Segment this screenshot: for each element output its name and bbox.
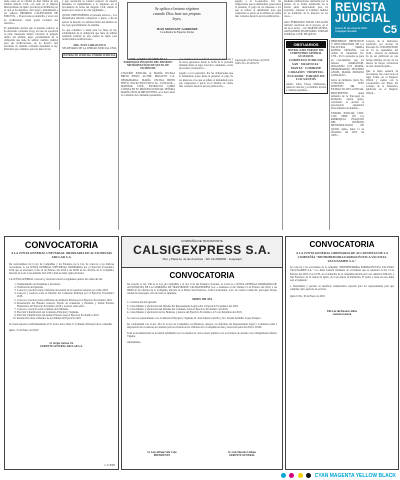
col5-paragraph-1: mediante publicaciones realizadas por la prensa, en la forma establecida en la norma antes mencionada para tal propósito, reiterase al Cadillero Judicial en su domicilio de la mayoría de los casos... (284, 0, 328, 19)
agenda-item: 7. Conocer y resolver sobre el destino de Utilidades. (17, 308, 114, 311)
signatory-name: Sr. Sergio Garzon Ch. (49, 342, 74, 346)
signatory-role: Gerente General (332, 313, 352, 317)
col2-sign: ABG. JUAN CARLOS PICO (73, 44, 106, 48)
calsigexpress-top: COMPAÑÍA DE TRANSPORTE (181, 239, 223, 243)
divider (59, 2, 60, 230)
col2-paragraph-3: Lo que comunico a usted para los fines de ley, advirtiéndole de la obligación que tiene de señalar domicilio judicial en esta ciudad de Quito para recibir futuras notificaciones. (62, 28, 117, 42)
convocatoria-vacunamed (285, 236, 399, 470)
calsigexpress-special: Se convoca expresamente a los Comisarios Principal y Suplente Sr. Juan Tupiza Carballo y Sra. Noemi Jaramillo Lopez Tinajero. (127, 316, 262, 320)
col2-paragraph-2: QUITO, PREVINIENDO el presente extracto... Los demandados deberán comparecer a juicio, a fin de ejercer su derecho a la defensa dentro del término de ley, bajo apercibimiento de rebeldía. (62, 14, 117, 27)
convocatoria-date: Quito, 31 de Enero del 2019 (9, 329, 39, 333)
cmyk-label: CYAN MAGENTA YELLOW BLACK (314, 473, 396, 479)
calsigexpress-item: 3. Conocimiento y aprobación del Informe del Comisario sobre el Ejercicio Económico del 2018. (127, 307, 229, 311)
col6-paragraph-2: Juicio de Ordinario, juicio No. 17230-2018, JUEZ PONENTE: DR. ... EXTRACTO: DE LA INICIAL PROCEDENTE, quien demanda de la Parroquia de Pichincha, cantón Quito, solicitando se declare la prescripción adquisitiva extraordinaria de dominio... (331, 79, 364, 110)
obituary-box (284, 39, 328, 94)
calsigexpress-brand: CALSIGEXPRESS S.A. (133, 243, 271, 257)
cyan-dot-icon (281, 473, 286, 478)
col1-paragraph-2: El demandado declara que el presente extracto se ha efectuado conforme la ley, en caso de oposición la parte interesada deberá concurrir al juzgado dentro del término legal, previniéndole de la obligación que tiene de señalar casillero judicial para sus notificaciones, de no hacerlo será declarado en rebeldía conforme determina la ley. Particular que comunico para los fines de ley. (4, 26, 58, 52)
signatory-role: GERENTE GENERAL (228, 453, 256, 457)
calsigexpress-item: 1. Constatación del Quórum. (127, 301, 157, 305)
col4-paragraph-2: pagado a la Cooperativa. Por las obligaciones que el demandado posee hasta la presente, el pago de los intereses a los que se refiere el demandado para que comparezca a juicio en el término de veinte días contados desde la tercera publicación... (179, 72, 233, 88)
signatory-name: Sr. Luis Marcelo Callejas (228, 450, 256, 454)
divider (282, 2, 283, 230)
column-5 (284, 0, 328, 232)
convocatoria-title: CONVOCATORIA (24, 240, 99, 250)
calsigexpress-body: De acuerdo al Art. 236 de la Ley de Compañías y el Art. 9 de sus Estatutos Sociales, se Convoca a JUNTA GENERAL ORDINARIA DE ACCIONISTAS DE LA COMPAÑÍA DE TRANSPORTE CALSIGEXPRESS S.A. a realizarse el día Viernes 15 de Febrero del 2019, a las 09h00 en las oficinas de la Compañía, ubicada en el Barrio San Francisco, Calle Licenciatura, Lote 14, Centro Comercial, parroquia Tarqui, ciudad de Guayaquil, a fin de tratar el siguiente: (127, 283, 277, 296)
calsigexpress-note: De conformidad con el Art. 242 de la Ley de Compañías, los Balances, Anexos, los Informes del Representante Legal y Comisario están a disposición de los señores Accionistas para su revisión en las Oficinas de la Compañía en días y horas laborales del 2019 a 11h00. (127, 322, 277, 330)
calsigexpress-attn: Atentamente, (127, 341, 141, 345)
agenda-item: 9. Elección y Ratificación del Auditor Externo para el Ejercicio Económico 2019. (17, 314, 114, 317)
col4-continuation: pagado a la Cooperativa. Por las obligaciones que el demandado posee hasta la presente, el pago de los intereses a los que se refiere el demandado para que comparezca a juicio en el término de veinte días contados desde la tercera publicación... (235, 0, 281, 19)
signatory-role: GERENTE GENERAL ARCLAD S.A. (40, 345, 83, 349)
agenda-item: 6. Presentación del Balance General, Estado de Ganancias y Pérdidas y demás Estados Financieros del Ejercicio Económico 2018 y resolver sobre ellos. (17, 302, 114, 308)
col5-paragraph-2: señor FERNANDO DAVID VILLALÓN ALDAZ, declarado en el proceso, en el día de la fecha ... Dr. MARTÍN NÚÑEZ, ALEXANDER SECRETARIO, UNIDAD JUDICIAL CIVIL DE QUITO. (284, 20, 328, 36)
vacunamed-item: 1. Determinar y aprobar su beneficio remunerativo especial para los representantes para que cumplan cierto periodo de servicio. (290, 284, 394, 291)
civil-heading: CIVIL COSEP CON SEDE EN LA PARROQUIA IÑAQUITO DEL DISTRITO METROPOLITANO DE QUITO, DE PICHINCHA (123, 58, 173, 71)
column-3 (121, 0, 233, 232)
agenda-item: 2. Verificación del Quórum. (17, 286, 114, 289)
quote-line-1: Se aplica el mismo régimen (154, 6, 200, 11)
convocatoria-body: De conformidad con la ley de Compañías y los Estatutos de la Cía. Se convoca a los Señores Accionistas, A LA JUNTA GENERAL UNIVERSAL ORDINARIA por el Ejercicio Económico 2018 que se efectuará el día 14 de Febrero del 2019 a las 09:00 en las oficinas de la Compañía, ubicada en la Av. José Andrade Oe1-258 y Juan de Selis, Quito-Ecuador. (9, 262, 114, 275)
col4-date: Guayaquil, 23 de Enero del 2019 (235, 58, 270, 62)
agenda-item: 4. Conocer y resolver sobre el Informe del Comisario Principal por el Ejercicio Económico 2018. (17, 292, 114, 298)
divider (329, 40, 330, 230)
column-4 (235, 0, 281, 232)
yellow-dot-icon (298, 473, 303, 478)
vacunamed-date: Quito D.M., 30 de Enero de 2019 (290, 295, 325, 299)
masthead (331, 0, 400, 38)
convocatoria-closing: Se citará especial e individualmente al Sr. Luis Carlos Velez S. Comisario Principal de la compañía. (9, 323, 113, 327)
civil-body: CITACIÓN JUDICIAL A: MARÍA CECILIA BRITO PINTO. ACTOR: PROAUTO C.A. DEMANDADA: MARÍA CECILIA BRITO PINTO. JUICIO EJECUTIVO No. 17230-2018-... MATERIA: CIVIL. EXTRACTO: COMO CONSTA EN EL PROCESO JUDICIAL SEÑORA MARÍA CECILIA BRITO PINTO, se le hace saber el contenido de la demanda presentada... (121, 72, 175, 98)
calsigexpress-banner (122, 237, 282, 268)
agenda-item: 1. Nombramiento de Presidente y Secretario. (17, 283, 114, 286)
col6-paragraph-1: HEREDEROS PRESUNTOS Y DESCONOCIDOS DE LA FALLECIDA MARÍA RUFINA MOYANO, con cédula de ciudadanía No. 1700... Por la presente se pone en conocimiento que los señores MARIANGEL ISAGANDO LUZ MARÍA, DEMANDADOS: SEGUNDO ANGEL MARÍA MOYANO GONZÁLEZ... (331, 40, 364, 78)
vacunamed-conv-title: CONVOCATORIA (309, 240, 375, 249)
signatory-name: Sr. Luis Alfredo Vela Cobo (147, 450, 177, 454)
column-1 (4, 0, 58, 232)
black-dot-icon (306, 473, 311, 478)
col1-paragraph-1: sente causa en su calidad de Juez Titular de esta Unidad Judicial Civil; con sede en el Distrito Metropolitano de Quito, provincia de Pichincha por el cual se ha dispuesto citar legal y debidamente a los señores PRIMERO CALIFICADOR DE EDICTOS, ... Proporcione su domicilio y en el acto de notificación; usted podrá reclamar sus derechos... (4, 0, 58, 25)
quote-role: Coordinador de Espacios Verdes (160, 31, 194, 34)
calsigexpress-order: ORDEN DEL DÍA (191, 298, 213, 302)
signatory-role: PRESIDENTE (153, 453, 171, 457)
agenda-list (9, 283, 114, 320)
masthead-info: Jueves 31 de enero de 2019 · Guayaquil, Ecuador (335, 27, 369, 33)
col2-sign-role: SECRETARIO DE LA UNIDAD JUDICIAL CIVIL (62, 47, 117, 51)
page-number: C5 (382, 24, 397, 36)
masthead-title-line2: JUDICIAL (335, 13, 391, 25)
obituary-heading: OBITUARIOS (286, 41, 326, 48)
obituary-body: COMPLEJO JUDICIAL SAN · URGENCIA · MANTA · COMBATE CORAZÓN · HOSPITAL ECUADOR · PARQUE DE LOS SANTOS (287, 58, 325, 82)
col7-paragraph-2: Que la Junta General de Accionistas fue convocada en legal forma, en el Registro Oficial y cuenta con la concurrencia del Pleno del Consejo de la Judicatura, publicado en el Registro Oficial... (366, 69, 398, 95)
vacunamed-body: Se convoca a los accionistas de la compañía "DISTRIBUIDORA FARMACÉUTICA VACUNAS VACUNAMED S.A." a la Junta General Ordinaria de accionistas que se celebrará el día 14 de Febrero del 2019 a las 10:30, en el domicilio de la compañía ubicada en la Av. América N30-201 y San Francisco de la ciudad de Quito, de la provincia de Pichincha. El punto a tratar en esta Junta será el siguiente: (290, 266, 394, 282)
obituary-caption: Adolfo Ulloa Flores Maldonado, quien en vida fue, y su familia, invitan a cristiana sepultura... (286, 83, 326, 93)
vacunamed-heading: A LA JUNTA GENERAL ORDINARIA DE ACCIONISTAS DE LA COMPAÑÍA "DISTRIBUIDORA FARMACÉUTICA VACUNAS VACUNAMED S.A." (295, 251, 389, 263)
column-2 (62, 0, 117, 232)
col4-paragraph-1: y la cantidad de $ 14.448,70 el pago de intereses y de mora generados desde la fecha de la presente demanda hasta el pago total de lo adeudado, costas procesales y honorarios... (179, 58, 233, 71)
agenda-item: 10. Resolución sobre el Destino de la Utilidad del Ejercicio 2018. (17, 317, 114, 320)
calsigexpress-item: 2. Conocimiento y aprobación del Informe del Representante Legal sobre el Ejercicio Económico del 2018. (127, 304, 239, 308)
quote-line-2: cuando Dios bate sus propias (153, 11, 201, 16)
col6-paragraph-3: UNIDAD JUDICIAL CIVIL CON SEDE EN LA PARROQUIA IÑAQUITO DEL DISTRITO METROPOLITANO DE QUITO. Quito, lunes 11 de diciembre del 2018, las 10h51... (331, 112, 364, 137)
col2-extract-label: EXTRACTO JUDICIAL UNIDAD JUDICIAL (63, 54, 116, 58)
col7-paragraph-1: Concejo de la Judicatura, notificado por Acción de Personal No. 6706-DNTH-NP, de 10 de septiembre del 2018... extracto de demanda ha de ser publicada en tres fechas distintas en uno de los diarios de mayor circulación de esta ciudad de Quito... (366, 40, 398, 68)
quote-sign: JEAN MONNANT GARDIERE (156, 27, 198, 31)
calsigexpress-item: 4. Conocimiento y aprobación de los Balances y Anexos del Ejercicio Económico al 31 de diciembre del 2018. (127, 310, 243, 314)
convocatoria-arclad (4, 236, 119, 470)
ad-reference: 1-17-8085 (104, 463, 115, 467)
divider (118, 2, 119, 230)
calsigexpress-note-2: Toda la documentación se la tendrá sufrimiento por los medios de convocatoria puntual a los accionistas de acuerdo con el Reglamento Interno Vigente. (127, 332, 277, 339)
col4-ref: Oficio No. 45-2019-Y1 (235, 61, 260, 65)
masthead-title-line1: REVISTA (335, 2, 387, 14)
agenda-item: 3. Conocer y resolver sobre el Informe de Gestión de la Gerencia General por el año 2018. (17, 289, 114, 292)
column-7 (366, 40, 398, 232)
agenda-item: 8. Elección y Ratificación del Comisario Principal y Suplente. (17, 311, 114, 314)
quote-box (127, 2, 227, 60)
quote-line-3: leyes. (172, 16, 182, 21)
calsigexpress-ad (121, 236, 283, 470)
col2-paragraph-1: y que resolución se tomará respecto de nuestra demanda, el cumplimiento a lo dispuesto en la providencia de fecha del Juzgado Civil, siendo el estado de la causa el de citar legalmente ... (62, 0, 117, 13)
calsigexpress-address: Pico y Placa Av. de las Américas · Telf. 04-2690000 · Guayaquil (162, 257, 242, 261)
signatory-name: Ella Luz del Rosario Aluba (327, 310, 357, 314)
agenda-item: 5. Conocer y resolver sobre el Informe de Auditoría Externa por el Ejercicio Económico 2018. (17, 299, 114, 302)
cmyk-color-bar (281, 473, 396, 479)
column-6 (331, 40, 364, 232)
obituary-sub: HOYBALA DEL PARQUE DEL CEMENTERIO GENERAL GUAYAQUIL (287, 49, 325, 59)
convocatoria-intro: LA JUNTA GENERAL conocerá y resolverá sobre los siguientes puntos del orden del día: (9, 277, 103, 281)
calsigexpress-conv-title: CONVOCATORIA (169, 271, 235, 280)
magenta-dot-icon (289, 473, 294, 478)
convocatoria-heading: A LA JUNTA GENERAL UNIVERSAL ORDINARIA DE ACCIONISTAS ARCLAD S.A. (10, 251, 113, 259)
